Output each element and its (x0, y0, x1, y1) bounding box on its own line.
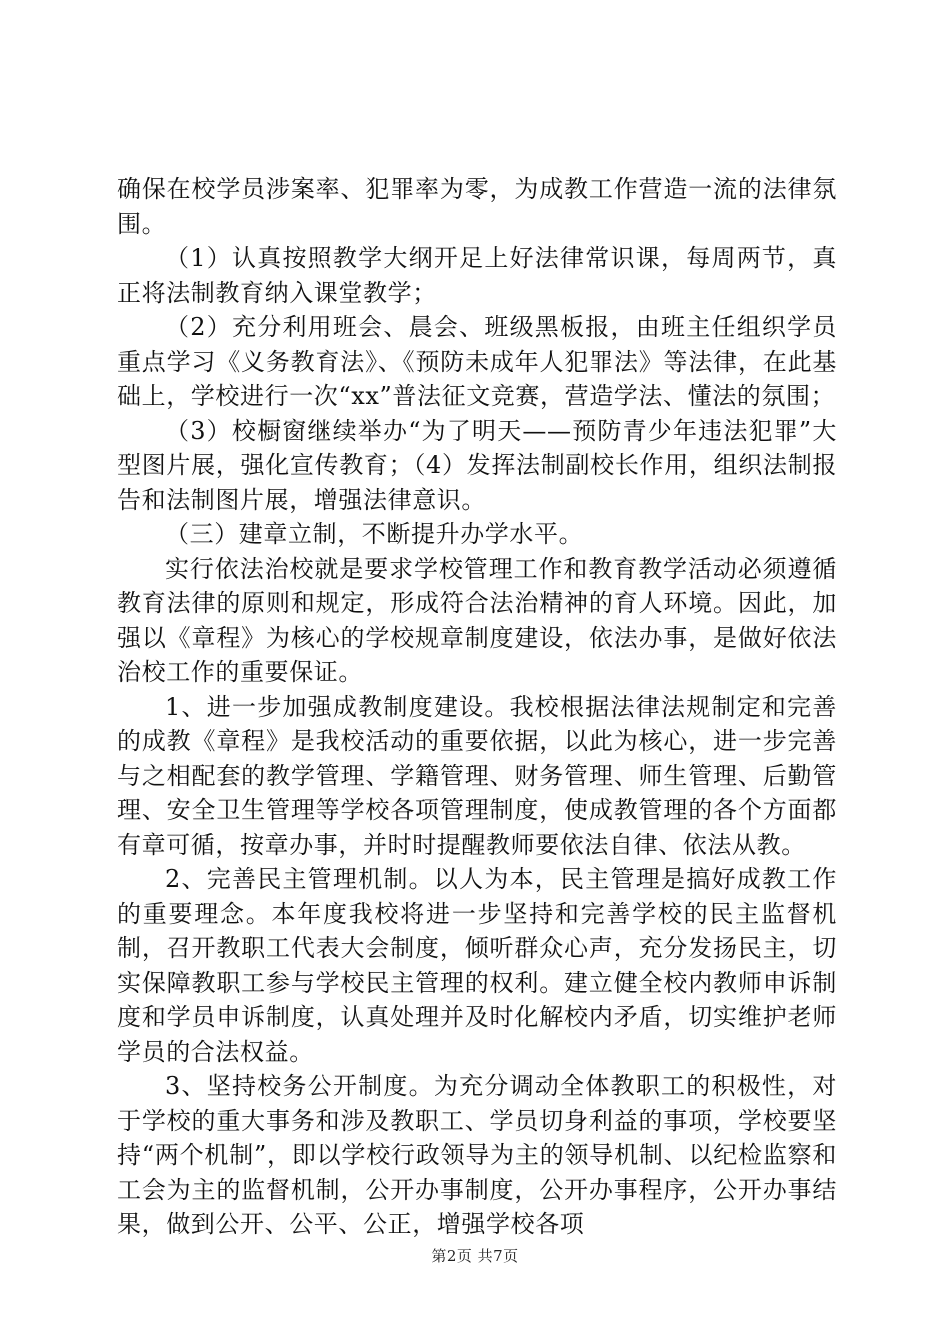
paragraph-continuation: 确保在校学员涉案率、犯罪率为零，为成教工作营造一流的法律氛围。 (117, 175, 837, 238)
paragraph-item-1: （1）认真按照教学大纲开足上好法律常识课，每周两节，真正将法制教育纳入课堂教学； (117, 244, 837, 307)
page-number-footer: 第2页 共7页 (431, 1247, 519, 1265)
paragraph-point-2: 2、完善民主管理机制。以人为本，民主管理是搞好成教工作的重要理念。本年度我校将进一步坚持和完善学校的民主监督机制，召开教职工代表大会制度，倾听群众心声，充分发扬民主，切实保障教职工参与学校民主管理的权利。建立健全校内教师申诉制度和学员申诉制度，认真处理并及时化解校内矛盾，切实维护老师学员的合法权益。 (117, 865, 837, 1066)
paragraph-point-3: 3、坚持校务公开制度。为充分调动全体教职工的积极性，对于学校的重大事务和涉及教职工、学员切身利益的事项，学校要坚持“两个机制”，即以学校行政领导为主的领导机制、以纪检监察和工会为主的监督机制，公开办事制度，公开办事程序，公开办事结果，做到公开、公平、公正，增强学校各项 (117, 1072, 837, 1238)
document-body (117, 172, 837, 1242)
paragraph-section-intro: 实行依法治校就是要求学校管理工作和教育教学活动必须遵循教育法律的原则和规定，形成符合法治精神的育人环境。因此，加强以《章程》为核心的学校规章制度建设，依法办事，是做好依法治校工作的重要保证。 (117, 554, 837, 686)
paragraph-point-1: 1、进一步加强成教制度建设。我校根据法律法规制定和完善的成教《章程》是我校活动的重要依据，以此为核心，进一步完善与之相配套的教学管理、学籍管理、财务管理、师生管理、后勤管理、安全卫生管理等学校各项管理制度，使成教管理的各个方面都有章可循，按章办事，并时时提醒教师要依法自律、依法从教。 (117, 692, 837, 859)
section-heading-3: （三）建章立制，不断提升办学水平。 (165, 520, 584, 548)
paragraph-item-2: （2）充分利用班会、晨会、班级黑板报，由班主任组织学员重点学习《义务教育法》、《预防未成年人犯罪法》等法律，在此基础上，学校进行一次“xx”普法征文竞赛，营造学法、懂法的氛围； (117, 313, 837, 410)
paragraph-item-3-4: （3）校橱窗继续举办“为了明天——预防青少年违法犯罪”大型图片展，强化宣传教育；（4）发挥法制副校长作用，组织法制报告和法制图片展，增强法律意识。 (117, 416, 837, 514)
